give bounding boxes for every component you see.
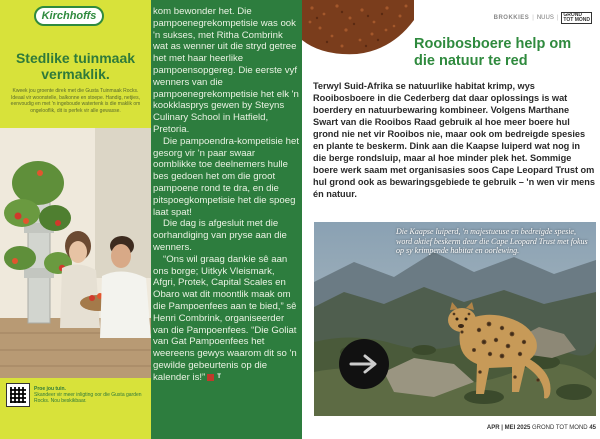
article-lead: Terwyl Suid-Afrika se natuurlike habitat krimp, wys Rooibosboere in die Cederberg dat daar oplossings is wat boerdery en natuurbewaring kombineer. Volgens Marthane Swart van die Rooibos Raad gebruik al hoe meer boere hul grond nie net vir Rooibos nie, maar ook om bedreigde spesies en plante te beskerm. Dink aan die Kaapse luiperd wat nog in die berge rondsluip, maar al hoe minder plek het. Sommige boere werk saam met organisasies soos Cape Leopard Trust om hul grond ook as bewaringsgebiede te gebruik – 'n wen vir mens én natuur.: [313, 81, 595, 199]
ad-project-text: [34, 386, 146, 404]
article-column-text: [153, 6, 299, 384]
issue-date: APR | MEI 2025: [486, 425, 531, 431]
article-headline: Rooibosboere help om die natuur te red: [414, 36, 572, 69]
article-paragraph: kom bewonder het. Die pampoenegrekompetisie was ook 'n sukses, met Ritha Combrink wat as wenner uit die stryd getree het met haar heerlike pampoensopgereg. Die eerste vyf wenners van die pampoenegrekompetisie het elk 'n kookklasprys gewen by Steyns Culinary School in Hatfield, Pretoria.: [153, 6, 299, 135]
logo-text: Kirchhoffs: [41, 10, 97, 22]
subsection-label: NUUS: [536, 15, 554, 21]
qr-code[interactable]: [6, 383, 30, 407]
section-divider: |: [556, 15, 559, 21]
article-paragraph: Die dag is afgesluit met die oorhandiging van pryse aan die wenners.: [153, 218, 287, 253]
ad-headline: Stedlike tuinmaak vermaklik.: [15, 50, 136, 82]
seed-pile-graphic: [302, 0, 414, 56]
photo-caption: Die Kaapse luiperd, 'n majestueuse en bedreigde spesie, word aktief beskerm deur die Cape Leopard Trust met fokus op sy krimpende habitat en oorlewing.: [396, 227, 588, 256]
ad-project-title: Proe jou tuin.: [34, 386, 66, 392]
section-header: [460, 12, 596, 24]
page-number: 45: [589, 425, 596, 431]
advertisement: [0, 0, 151, 439]
magazine-logo-line2: TOT MOND: [563, 17, 590, 23]
ad-photo: [0, 128, 151, 378]
article-paragraph: Die pampoendra-kompetisie het gesorg vir 'n paar swaar oomblikke toe deelnemers hulle bes gedoen het om die groot pampoene rond te dra, en die pitspoegkompetisie het die spoeg laat spat!: [153, 135, 299, 218]
section-label: BROKKIES: [493, 15, 530, 21]
ad-project-description: Skandeer vir meer inligting oor die Gusta garden Rocks. Nou beskikbaar.: [34, 392, 142, 404]
gardening-couple-illustration: [0, 128, 151, 378]
page-footer: [440, 423, 596, 433]
ad-body-text: Kweek jou groente direk met die Gusta Tuinmaak Rocks. Ideaal vir woonstelle, balkonne en stoepe. Handig, netjies, eenvoudig en met 'n ingeboude watertenk is die maklik om ongelooflik, dit is perfek vir alle gewasse.: [10, 88, 141, 114]
footer-magazine-name: GROND TOT MOND: [531, 425, 588, 431]
rooibos-seeds-image: [302, 0, 414, 56]
next-page-button[interactable]: [339, 339, 389, 389]
article-paragraph-text: “Ons wil graag dankie sê aan ons borge; Uitkyk Vleismark, Afgri, Protek, Capital Scales en Obaro wat dit moontlik maak om die Pampoenfees aan te bied,” sê Henri Combrink, organiseerder van die Pampoenfees. “Die Goliat van Gat Pampoenfees het weereens gewys waarom dit so 'n gewilde gebeurtenis op die kalender is!”: [153, 253, 297, 383]
magazine-logo: [561, 12, 592, 24]
article-paragraph-last: [153, 254, 299, 384]
kirchhoffs-logo: [34, 6, 104, 26]
arrow-right-icon: [349, 354, 379, 374]
magazine-logo-line1: GROND: [563, 12, 583, 18]
qr-pattern: [10, 387, 26, 403]
section-divider: |: [532, 15, 534, 21]
end-of-article-mark: T: [207, 374, 214, 381]
